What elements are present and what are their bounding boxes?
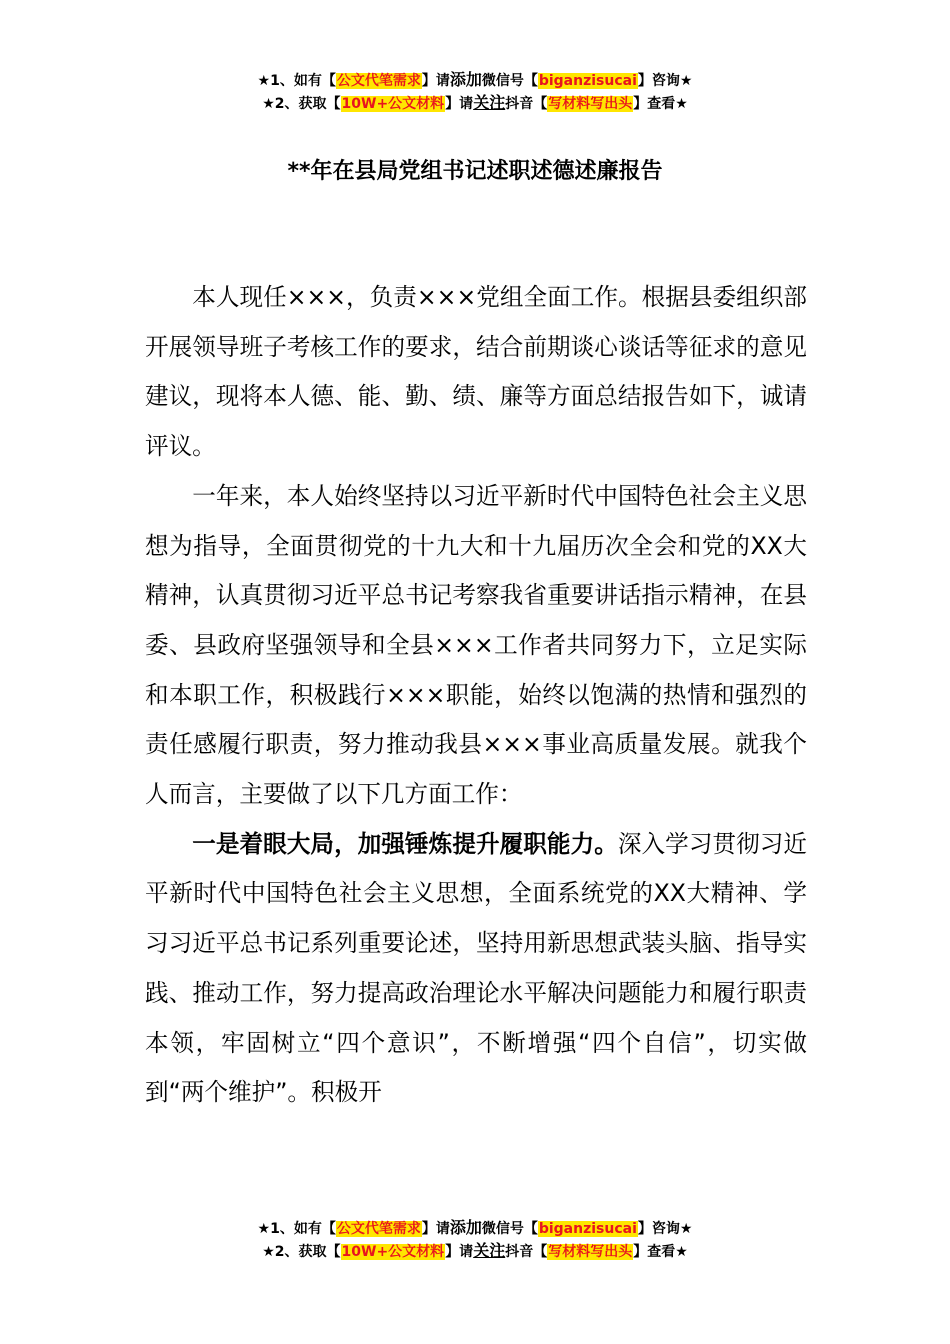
promo-line-1 [0,1217,950,1240]
star-icon: ★ [257,1221,271,1237]
promo-highlight: biganzisucai [538,73,637,89]
star-icon: ★ [262,1244,275,1260]
promo-highlight: 10W+公文材料 [341,1244,445,1260]
promo-text: 1、如有【 [270,1221,336,1237]
paragraph-text: 深入学习贯彻习近平新时代中国特色社会主义思想，全面系统党的XX大精神、学习习近平总书记系列重要论述，坚持用新思想武装头脑、指导实践、推动工作，努力提高政治理论水平解决问题能力和履行职责本领，牢固树立“四个意识”，不断增强“四个自信”，切实做到“两个维护”。积极开 [145,829,808,1107]
promo-emphasis: 关注 [473,1241,506,1260]
promo-text: 】请 [445,96,474,112]
promo-text: 】请 [421,73,450,89]
paragraph-text: 一年来，本人始终坚持以习近平新时代中国特色社会主义思想为指导，全面贯彻党的十九大和十九届历次全会和党的XX大精神，认真贯彻习近平总书记考察我省重要讲话指示精神，在县委、县政府坚强领导和全县×××工作者共同努力下，立足实际和本职工作，积极践行×××职能，始终以饱满的热情和强烈的责任感履行职责，努力推动我县×××事业高质量发展。就我个人而言，主要做了以下几方面工作： [145,481,807,809]
promo-line-2 [0,92,950,115]
promo-text: 】咨询★ [637,1221,693,1237]
promo-highlight: 公文代笔需求 [336,1221,421,1237]
star-icon: ★ [257,73,271,89]
promo-highlight: biganzisucai [538,1221,637,1237]
document-body [145,273,807,1118]
promo-highlight: 公文代笔需求 [336,73,421,89]
promo-highlight: 10W+公文材料 [341,96,445,112]
promo-text: 抖音【 [505,1244,548,1260]
paragraph [145,472,807,820]
promo-text: 2、获取【 [274,1244,341,1260]
promo-text: 微信号【 [481,1221,538,1237]
star-icon: ★ [262,96,275,112]
promo-text: 微信号【 [481,73,538,89]
promo-emphasis: 添加 [449,70,482,89]
promo-highlight: 写材料写出头 [548,1244,633,1260]
promo-text: 】查看★ [633,96,688,112]
promo-text: 】请 [421,1221,450,1237]
footer-promo-banner [0,1217,950,1263]
promo-text: 抖音【 [505,96,548,112]
promo-highlight: 写材料写出头 [548,96,633,112]
promo-text: 2、获取【 [274,96,341,112]
promo-text: 】请 [445,1244,474,1260]
paragraph [145,820,807,1118]
promo-text: 】查看★ [633,1244,688,1260]
promo-line-2 [0,1240,950,1263]
document-title: **年在县局党组书记述职述德述廉报告 [287,159,663,184]
paragraph-lead: 一是着眼大局，加强锤炼提升履职能力。 [192,829,618,858]
header-promo-banner [0,69,950,115]
promo-emphasis: 关注 [473,93,506,112]
paragraph [145,273,807,472]
promo-line-1 [0,69,950,92]
promo-emphasis: 添加 [449,1218,482,1237]
promo-text: 1、如有【 [270,73,336,89]
promo-text: 】咨询★ [637,73,693,89]
paragraph-text: 本人现任×××，负责×××党组全面工作。根据县委组织部开展领导班子考核工作的要求，结合前期谈心谈话等征求的意见建议，现将本人德、能、勤、绩、廉等方面总结报告如下，诚请评议。 [145,283,807,461]
